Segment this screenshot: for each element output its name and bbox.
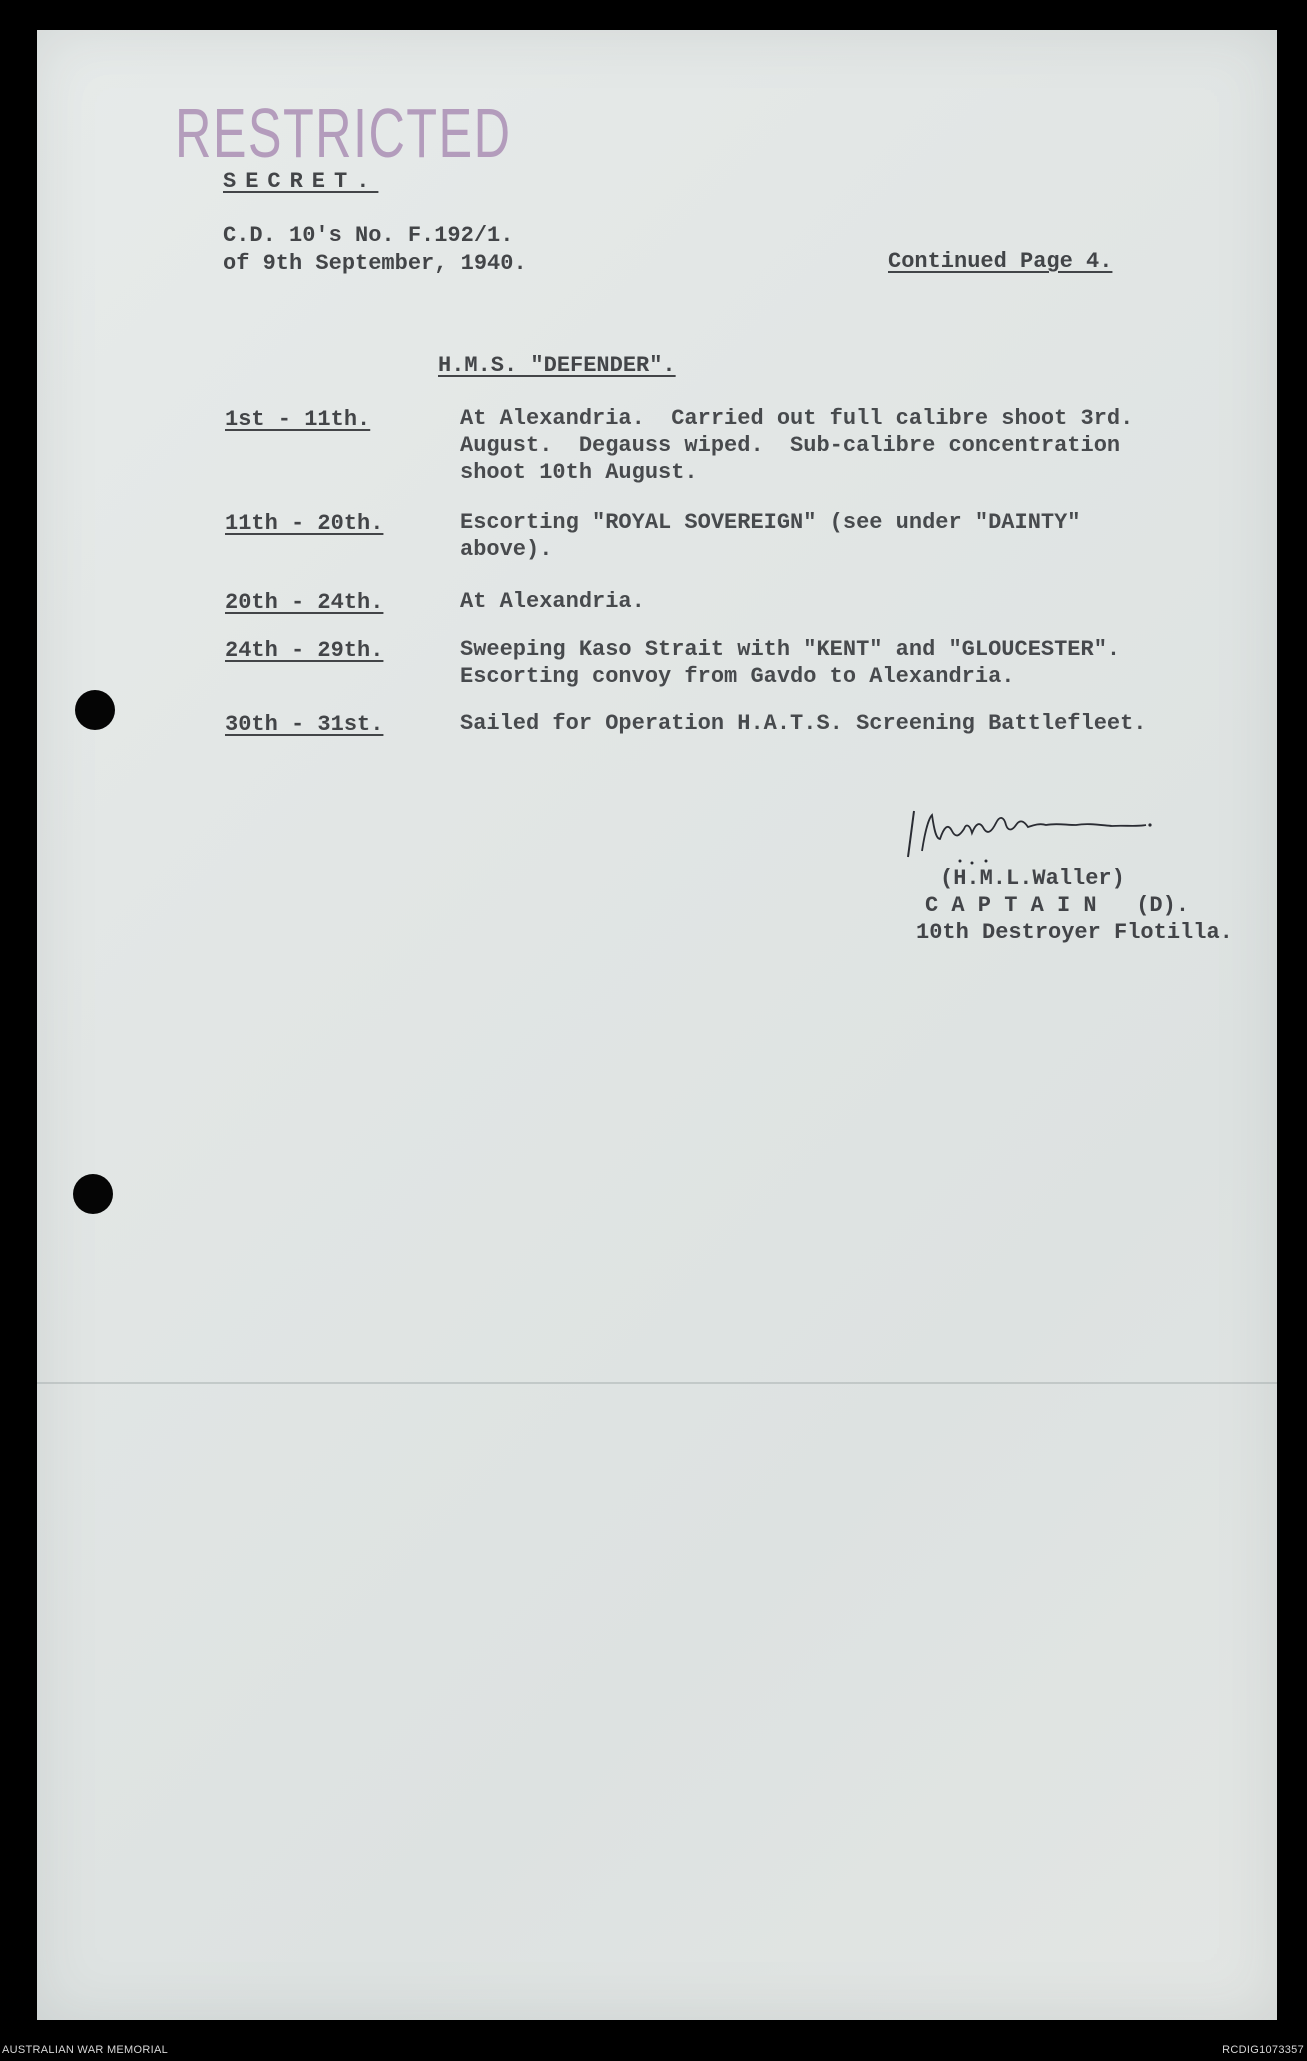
entry-date: 11th - 20th. — [225, 511, 384, 536]
continued-page-note: Continued Page 4. — [888, 249, 1113, 274]
classification-heading: SECRET. — [223, 169, 379, 194]
document-page — [37, 30, 1277, 2020]
reference-date: of 9th September, 1940. — [223, 251, 527, 276]
punch-hole-bottom — [73, 1174, 113, 1214]
reference-number: C.D. 10's No. F.192/1. — [223, 223, 514, 248]
archive-credit: AUSTRALIAN WAR MEMORIAL — [2, 2044, 169, 2056]
signatory-rank: C A P T A I N (D). — [925, 893, 1190, 918]
signatory-unit: 10th Destroyer Flotilla. — [916, 920, 1233, 945]
entry-date: 20th - 24th. — [225, 590, 384, 615]
entry-text: At Alexandria. Carried out full calibre shoot 3rd. August. Degauss wiped. Sub-calibre concentration shoot 10th August. — [460, 406, 1134, 485]
punch-hole-top — [75, 690, 115, 730]
paper-fold-line — [37, 1382, 1277, 1384]
ship-heading: H.M.S. "DEFENDER". — [438, 353, 676, 378]
entry-date: 30th - 31st. — [225, 712, 384, 737]
entry-date: 1st - 11th. — [225, 407, 371, 432]
entry-text: Sailed for Operation H.A.T.S. Screening Battlefleet. — [460, 711, 1147, 736]
entry-date: 24th - 29th. — [225, 638, 384, 663]
archive-reference: RCDIG1073357 — [1222, 2044, 1304, 2056]
entry-text: Escorting "ROYAL SOVEREIGN" (see under "DAINTY" above). — [460, 510, 1081, 562]
signatory-name: (H.M.L.Waller) — [940, 866, 1125, 891]
restricted-stamp: RESTRICTED — [175, 94, 512, 172]
entry-text: Sweeping Kaso Strait with "KENT" and "GLOUCESTER". Escorting convoy from Gavdo to Alexandria. — [460, 637, 1121, 689]
entry-text: At Alexandria. — [460, 589, 645, 614]
